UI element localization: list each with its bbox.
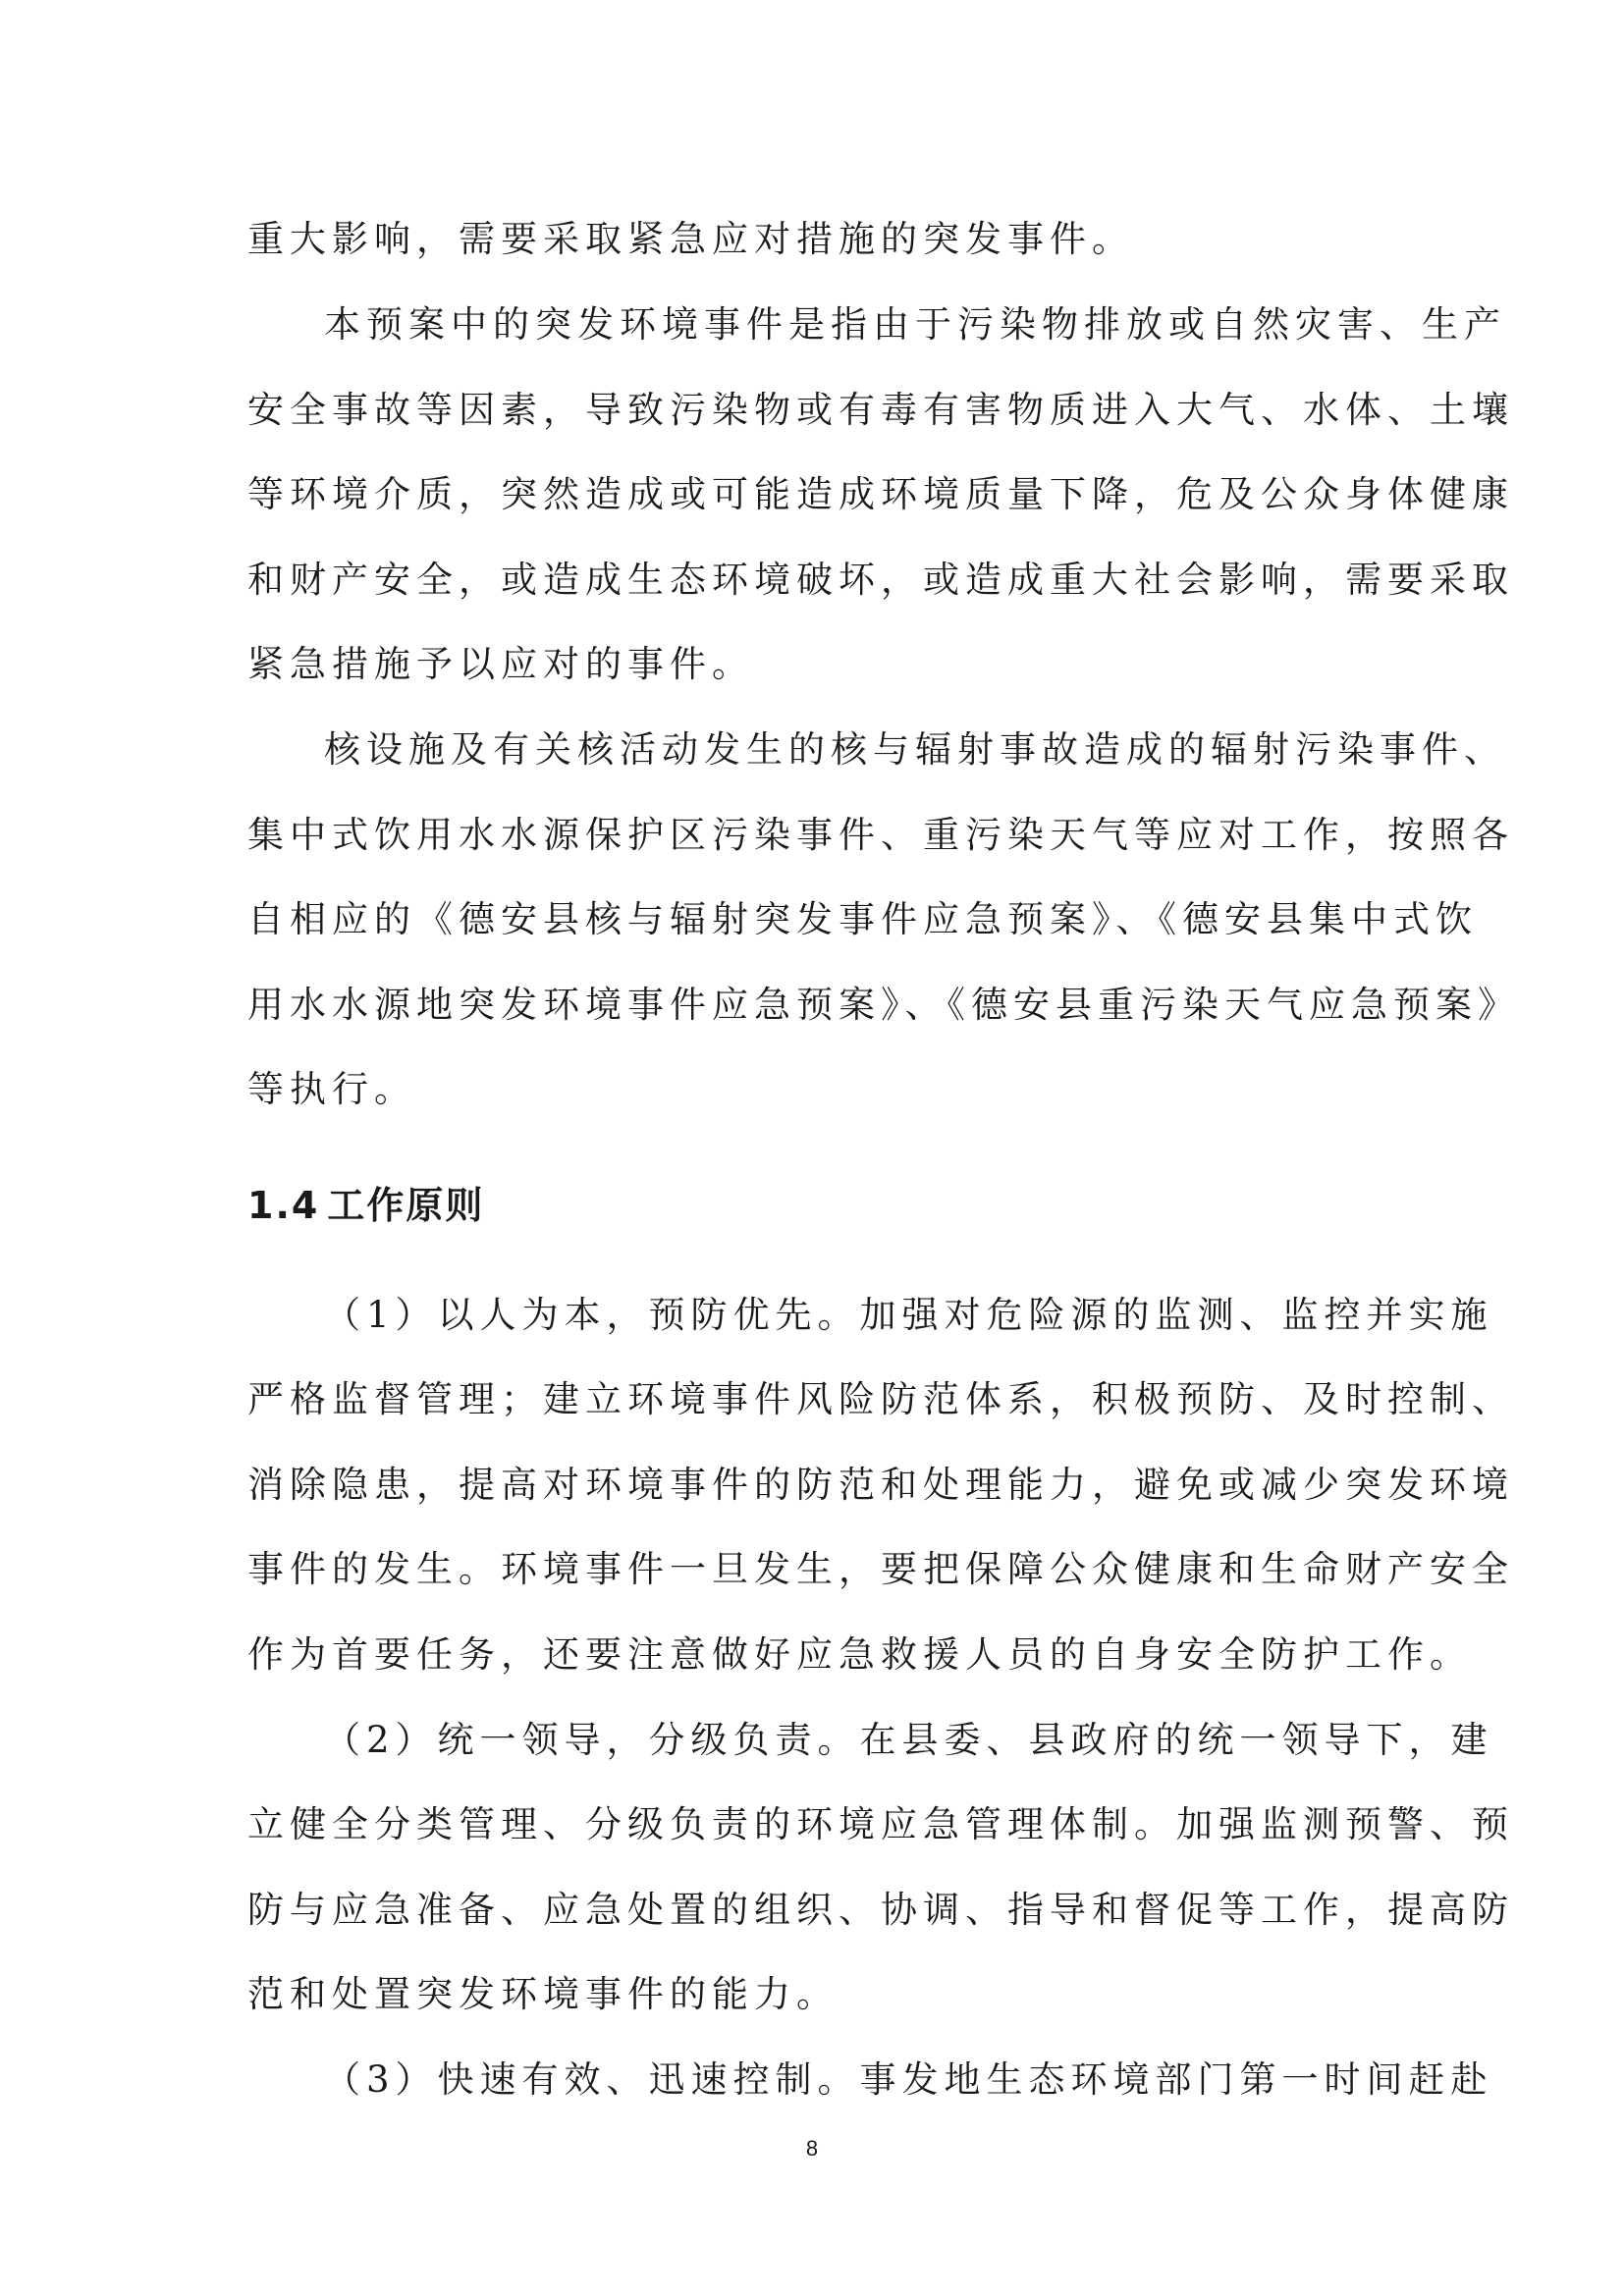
section-heading [247, 1174, 484, 1237]
paragraph-line: 自相应的《德安县核与辐射突发事件应急预案》、《德安县集中式饮 [247, 898, 1478, 940]
page-number: 8 [805, 2136, 819, 2161]
section-number: 1.4 [247, 1184, 320, 1227]
paragraph-line: （1）以人为本，预防优先。加强对危险源的监测、监控并实施 [324, 1294, 1493, 1336]
paragraph-line: 和财产安全，或造成生态环境破坏，或造成重大社会影响，需要采取 [247, 559, 1514, 601]
paragraph-line: 范和处置突发环境事件的能力。 [247, 1973, 839, 2015]
paragraph-line: 消除隐患，提高对环境事件的防范和处理能力，避免或减少突发环境 [247, 1464, 1514, 1506]
section-title: 工作原则 [327, 1184, 485, 1227]
paragraph-line: 作为首要任务，还要注意做好应急救援人员的自身安全防护工作。 [247, 1633, 1472, 1676]
paragraph-line: 立健全分类管理、分级负责的环境应急管理体制。加强监测预警、预 [247, 1803, 1514, 1845]
paragraph-line: 事件的发生。环境事件一旦发生，要把保障公众健康和生命财产安全 [247, 1548, 1514, 1590]
paragraph-line: （2）统一领导，分级负责。在县委、县政府的统一领导下，建 [324, 1719, 1493, 1761]
paragraph-line: 核设施及有关核活动发生的核与辐射事故造成的辐射污染事件、 [324, 728, 1506, 771]
paragraph-line: 本预案中的突发环境事件是指由于污染物排放或自然灾害、生产 [324, 303, 1506, 346]
paragraph-line: 重大影响，需要采取紧急应对措施的突发事件。 [247, 218, 1134, 260]
paragraph-line: 严格监督管理；建立环境事件风险防范体系，积极预防、及时控制、 [247, 1378, 1514, 1420]
paragraph-line: 等执行。 [247, 1068, 416, 1110]
paragraph-line: 紧急措施予以应对的事件。 [247, 643, 754, 685]
paragraph-line: 安全事故等因素，导致污染物或有毒有害物质进入大气、水体、土壤 [247, 389, 1514, 431]
paragraph-line: 等环境介质，突然造成或可能造成环境质量下降，危及公众身体健康 [247, 473, 1514, 515]
paragraph-line: （3）快速有效、迅速控制。事发地生态环境部门第一时间赶赴 [324, 2058, 1493, 2101]
paragraph-line: 集中式饮用水水源保护区污染事件、重污染天气等应对工作，按照各 [247, 814, 1514, 856]
paragraph-line: 用水水源地突发环境事件应急预案》、《德安县重污染天气应急预案》 [247, 984, 1520, 1026]
paragraph-line: 防与应急准备、应急处置的组织、协调、指导和督促等工作，提高防 [247, 1889, 1514, 1931]
